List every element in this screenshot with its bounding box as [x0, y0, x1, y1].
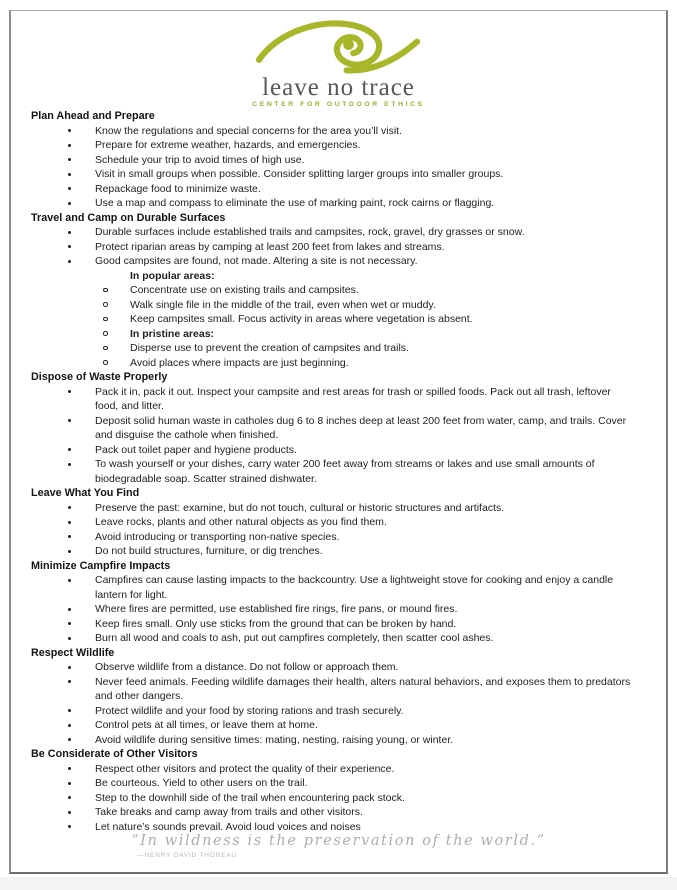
list-item-text: Deposit solid human waste in catholes dug 6 to 8 inches deep at least 200 feet from water, camp, and trails. Cover and disguise the cathole when finished.: [95, 414, 627, 441]
bullet-icon: [68, 521, 71, 524]
list-item-text: Visit in small groups when possible. Consider splitting larger groups into smaller groups.: [95, 168, 504, 180]
list-item-text: Avoid introducing or transporting non-native species.: [95, 530, 340, 543]
list-item: [11, 167, 666, 182]
bullet-icon: [68, 724, 71, 727]
list-item: [11, 631, 666, 646]
list-item-text: Durable surfaces include established trails and campsites, rock, gravel, dry grasses or snow.: [95, 226, 525, 238]
bullet-icon: [68, 202, 71, 205]
bullet-icon: [68, 260, 71, 263]
swirl-pupil-dot: [343, 39, 354, 50]
list-item-text: Repackage food to minimize waste.: [95, 182, 261, 195]
list-item: [11, 805, 666, 820]
list-item-text: Pack out toilet paper and hygiene products.: [95, 443, 297, 456]
bullet-icon: [68, 767, 71, 770]
bullet-icon: [68, 796, 71, 799]
list-item: [11, 327, 666, 342]
swirl-spiral-stroke: [259, 23, 379, 64]
leave-no-trace-eye-swirl-icon: [253, 16, 425, 76]
list-item-text: In pristine areas:: [130, 327, 215, 340]
list-item-text: Protect wildlife and your food by storing rations and trash securely.: [95, 704, 404, 717]
bullet-icon: [68, 506, 71, 509]
bullet-icon: [68, 579, 71, 582]
circle-bullet-icon: [103, 360, 108, 365]
list-item: [11, 240, 666, 255]
list-item-text: Campfires can cause lasting impacts to the backcountry. Use a lightweight stove for cooking and enjoy a candle lantern for light.: [95, 574, 614, 601]
logo-wordmark: leave no trace: [262, 74, 415, 101]
footer-quote-block: [11, 831, 666, 862]
bullet-icon: [68, 463, 71, 466]
bullet-icon: [68, 535, 71, 538]
bullet-icon: [68, 231, 71, 234]
section-heading: Plan Ahead and Prepare: [31, 110, 155, 122]
list-item: [11, 196, 666, 211]
list-item-text: Leave rocks, plants and other natural objects as you find them.: [95, 516, 387, 528]
list-item-text: Let nature’s sounds prevail. Avoid loud voices and noises: [95, 820, 361, 833]
bullet-icon: [68, 825, 71, 828]
bullet-icon: [68, 782, 71, 785]
leave-no-trace-logo: [11, 11, 666, 109]
list-item: [11, 443, 666, 458]
list-item: [11, 733, 666, 748]
list-item-text: Concentrate use on existing trails and campsites.: [130, 284, 359, 296]
list-item-text: Know the regulations and special concerns for the area you’ll visit.: [95, 124, 403, 137]
list-item: [11, 501, 666, 516]
bullet-icon: [68, 738, 71, 741]
bullet-icon: [68, 550, 71, 553]
section-heading: Minimize Campfire Impacts: [31, 559, 171, 572]
list-item-text: Take breaks and camp away from trails and other visitors.: [95, 806, 363, 818]
list-item: [11, 298, 666, 313]
list-item: [11, 573, 666, 602]
viewer-background-strip: [0, 877, 677, 890]
section-heading: Be Considerate of Other Visitors: [31, 748, 198, 760]
bullet-icon: [68, 173, 71, 176]
list-item-text: In popular areas:: [130, 269, 215, 282]
circle-bullet-icon: [103, 317, 108, 322]
logo-tagline: CENTER FOR OUTDOOR ETHICS: [252, 101, 425, 108]
list-item: [11, 602, 666, 617]
list-item: [11, 762, 666, 777]
list-item: [11, 530, 666, 545]
list-item: [11, 312, 666, 327]
bullet-icon: [68, 709, 71, 712]
list-item: [11, 414, 666, 443]
list-item-text: Control pets at all times, or leave them at home.: [95, 719, 318, 731]
bullet-icon: [68, 158, 71, 161]
list-item-text: Prepare for extreme weather, hazards, and emergencies.: [95, 139, 361, 151]
list-item: [11, 356, 666, 371]
bullet-icon: [68, 144, 71, 147]
list-item: [11, 617, 666, 632]
bullet-icon: [68, 637, 71, 640]
list-item: [11, 269, 666, 284]
bullet-icon: [68, 245, 71, 248]
circle-bullet-icon: [103, 346, 108, 351]
list-item-text: Use a map and compass to eliminate the use of marking paint, rock cairns or flagging.: [95, 197, 495, 209]
list-item: [11, 704, 666, 719]
quote-inner: [131, 831, 546, 860]
list-item: [11, 138, 666, 153]
list-item: [11, 776, 666, 791]
list-item-text: To wash yourself or your dishes, carry water 200 feet away from streams or lakes and use small amounts of biodegradable soap. Scatter strained dishwater.: [95, 458, 595, 485]
list-item-text: Avoid places where impacts are just beginning.: [130, 356, 349, 369]
list-item: [11, 457, 666, 486]
list-item: [11, 791, 666, 806]
list-item-text: Walk single file in the middle of the trail, even when wet or muddy.: [130, 298, 436, 311]
section-heading: Leave What You Find: [31, 487, 140, 499]
bullet-icon: [68, 448, 71, 451]
list-item: [11, 182, 666, 197]
list-item-text: Good campsites are found, not made. Altering a site is not necessary.: [95, 255, 418, 267]
bullet-icon: [68, 666, 71, 669]
section-heading: Dispose of Waste Properly: [31, 371, 168, 383]
list-item-text: Step to the downhill side of the trail when encountering pack stock.: [95, 791, 405, 804]
list-item-text: Respect other visitors and protect the quality of their experience.: [95, 762, 395, 775]
list-item-text: Preserve the past: examine, but do not touch, cultural or historic structures and artifacts.: [95, 501, 505, 514]
bullet-icon: [68, 390, 71, 393]
bullet-icon: [68, 129, 71, 132]
list-item-text: Keep fires small. Only use sticks from the ground that can be broken by hand.: [95, 617, 457, 630]
circle-bullet-icon: [103, 302, 108, 307]
bullet-icon: [68, 608, 71, 611]
bullet-icon: [68, 680, 71, 683]
list-item: [11, 124, 666, 139]
list-item: [11, 225, 666, 240]
list-item-text: Disperse use to prevent the creation of campsites and trails.: [130, 342, 409, 354]
bullet-icon: [68, 419, 71, 422]
bullet-icon: [68, 622, 71, 625]
list-item-text: Pack it in, pack it out. Inspect your campsite and rest areas for trash or spilled foods. Pack out all trash, leftover food, and litter.: [95, 385, 611, 412]
document-sections: [11, 109, 666, 834]
section-heading: Respect Wildlife: [31, 646, 115, 659]
list-item: [11, 675, 666, 704]
circle-bullet-icon: [103, 288, 108, 293]
list-item: [11, 283, 666, 298]
footer-quote: “In wildness is the preservation of the world.”: [131, 833, 546, 849]
list-item-text: Burn all wood and coals to ash, put out campfires completely, then scatter cool ashes.: [95, 632, 494, 644]
list-item-text: Keep campsites small. Focus activity in areas where vegetation is absent.: [130, 313, 473, 325]
list-item: [11, 660, 666, 675]
list-item-text: Be courteous. Yield to other users on the trail.: [95, 777, 308, 789]
list-item: [11, 153, 666, 168]
list-item: [11, 718, 666, 733]
list-item-text: Where fires are permitted, use established fire rings, fire pans, or mound fires.: [95, 603, 458, 615]
list-item-text: Avoid wildlife during sensitive times: mating, nesting, raising young, or winter.: [95, 733, 454, 746]
circle-bullet-icon: [103, 331, 108, 336]
list-item: [11, 544, 666, 559]
list-item-text: Schedule your trip to avoid times of high use.: [95, 153, 305, 166]
document-page: [9, 10, 668, 874]
bullet-icon: [68, 187, 71, 190]
list-item-text: Never feed animals. Feeding wildlife damages their health, alters natural behaviors, and exposes them to predators and other dangers.: [95, 675, 631, 702]
list-item: [11, 254, 666, 269]
list-item-text: Protect riparian areas by camping at least 200 feet from lakes and streams.: [95, 240, 445, 253]
section-heading: Travel and Camp on Durable Surfaces: [31, 211, 226, 224]
bullet-icon: [68, 811, 71, 814]
list-item: [11, 385, 666, 414]
list-item-text: Observe wildlife from a distance. Do not follow or approach them.: [95, 661, 399, 673]
list-item: [11, 515, 666, 530]
quote-attribution: —HENRY DAVID THOREAU: [137, 852, 237, 859]
list-item: [11, 341, 666, 356]
list-item-text: Do not build structures, furniture, or dig trenches.: [95, 545, 323, 557]
